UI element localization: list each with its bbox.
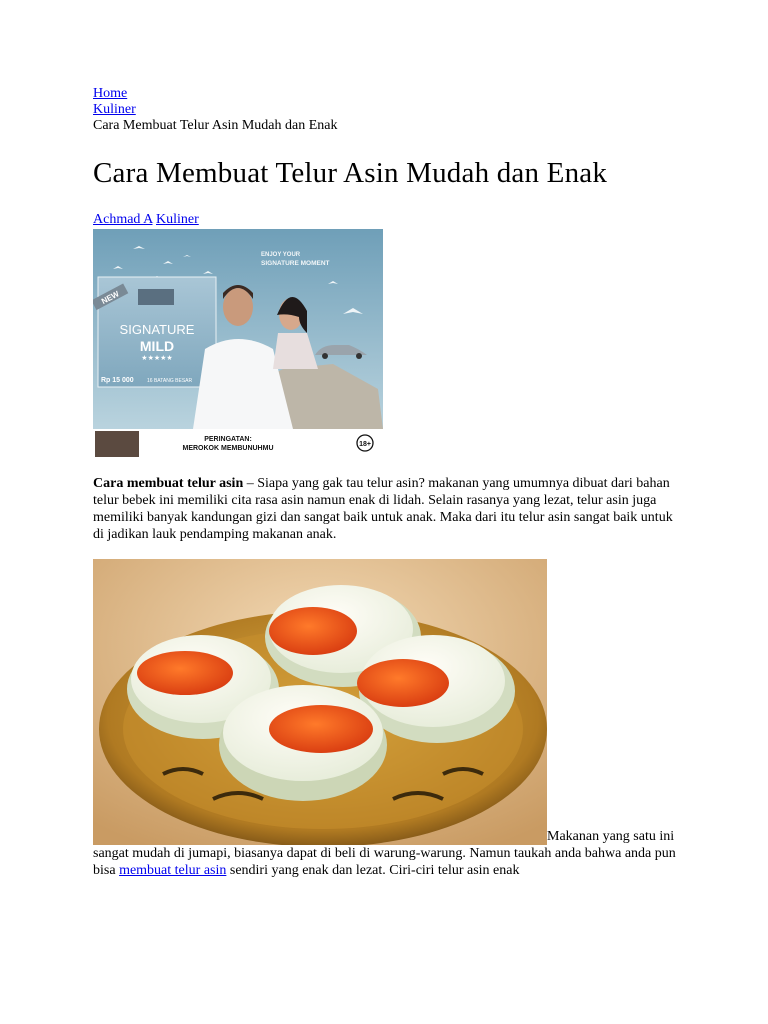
intro-text: – Siapa yang gak tau telur asin? makanan yang umumnya dibuat dari bahan telur bebek ini memiliki cita rasa asin namun enak di lidah. Selain rasanya yang lezat, telur asin juga memiliki banyak kandungan gizi dan sangat baik untuk anak. Maka dari itu telur asin sangat baik untuk di jadikan lauk pendamping makanan anak.: [93, 476, 673, 542]
how-to-make-salted-egg-link[interactable]: membuat telur asin: [119, 863, 227, 878]
pack-brand: SIGNATURE: [119, 322, 195, 337]
author-link[interactable]: Achmad A: [93, 212, 153, 227]
breadcrumb-category-link[interactable]: Kuliner: [93, 102, 136, 117]
article-page: [93, 86, 683, 879]
warning-photo: [95, 431, 139, 457]
advertisement-banner[interactable]: [93, 229, 383, 459]
pack-count: 16 BATANG BESAR: [147, 378, 193, 384]
ad-tagline-2: SIGNATURE MOMENT: [261, 260, 330, 267]
warning-title: PERINGATAN:: [204, 436, 252, 443]
breadcrumb: [93, 86, 683, 134]
pack-variant: MILD: [139, 338, 175, 354]
pack-stars: ★★★★★: [141, 354, 173, 362]
pack-emblem: [138, 289, 174, 305]
intro-paragraph: [93, 475, 679, 543]
intro-keyword: Cara membuat telur asin: [93, 476, 244, 491]
body-text-1: Makanan yang satu ini sangat mudah di jumapi, biasanya dapat di beli di warung-warung. Namun taukah anda bahwa anda pun bisa: [93, 829, 676, 878]
warning-text: MEROKOK MEMBUNUHMU: [182, 445, 274, 452]
ad-tagline-1: ENJOY YOUR: [261, 252, 301, 258]
body-text-2: sendiri yang enak dan lezat. Ciri-ciri telur asin enak: [226, 863, 520, 878]
body-paragraph: [93, 559, 683, 879]
age-label: 18+: [359, 441, 371, 448]
article-meta: [93, 212, 683, 228]
pack-price: Rp 15 000: [101, 377, 134, 384]
category-link[interactable]: Kuliner: [156, 212, 199, 227]
page-title: Cara Membuat Telur Asin Mudah dan Enak: [93, 157, 608, 189]
breadcrumb-home-link[interactable]: Home: [93, 86, 128, 101]
breadcrumb-current: Cara Membuat Telur Asin Mudah dan Enak: [93, 118, 338, 133]
salted-egg-photo: [93, 559, 547, 845]
new-badge: NEW: [99, 289, 121, 307]
